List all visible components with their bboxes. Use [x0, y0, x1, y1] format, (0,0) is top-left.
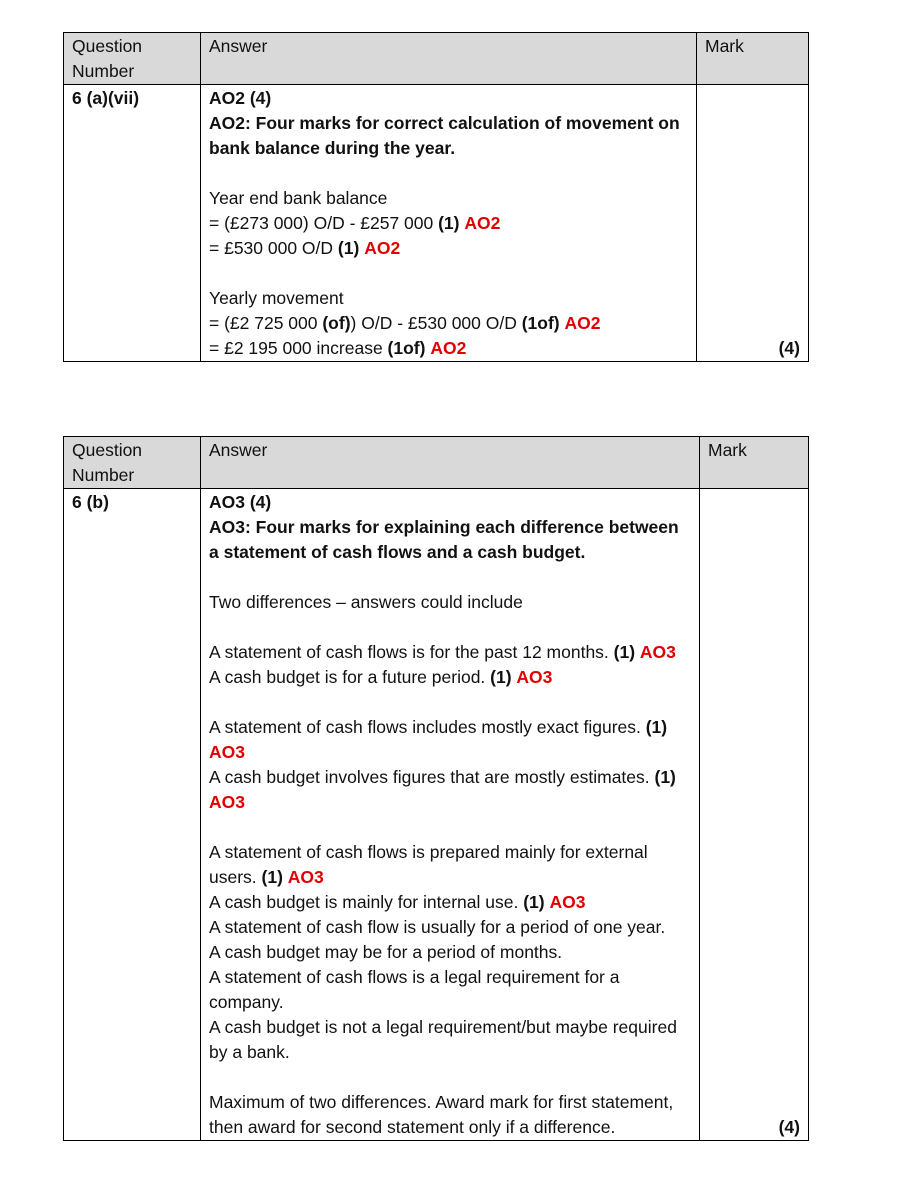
difference-line: A cash budget may be for a period of months.: [209, 942, 563, 962]
calc-line: = £530 000 O/D (1) AO2: [209, 238, 401, 258]
header-mark: Mark: [700, 437, 809, 489]
block-title: Year end bank balance: [209, 188, 388, 208]
ao-heading: AO3 (4): [209, 492, 272, 512]
difference-line: A cash budget is not a legal requirement/but maybe required by a bank.: [209, 1017, 677, 1062]
answer-cell: [201, 85, 697, 362]
marking-table-6b: [63, 436, 809, 1141]
table-row: [64, 489, 809, 1141]
marking-table-6a-vii: [63, 32, 809, 362]
header-mark: Mark: [697, 33, 809, 85]
table-header-row: [64, 437, 809, 489]
calc-line: = (£273 000) O/D - £257 000 (1) AO2: [209, 213, 501, 233]
question-number: 6 (a)(vii): [64, 85, 201, 362]
difference-line: A statement of cash flow is usually for a period of one year.: [209, 917, 666, 937]
difference-line: A cash budget involves figures that are mostly estimates. (1) AO3: [209, 767, 676, 812]
ao-heading: AO2 (4): [209, 88, 272, 108]
difference-line: A statement of cash flows is a legal requirement for a company.: [209, 967, 620, 1012]
marking-note: Maximum of two differences. Award mark for first statement, then award for second statement only if a difference.: [209, 1092, 674, 1137]
difference-line: A statement of cash flows is for the past 12 months. (1) AO3: [209, 642, 676, 662]
table-header-row: [64, 33, 809, 85]
difference-line: A cash budget is for a future period. (1) AO3: [209, 667, 553, 687]
header-answer: Answer: [201, 437, 700, 489]
calc-line: = (£2 725 000 (of)) O/D - £530 000 O/D (1of) AO2: [209, 313, 601, 333]
block-title: Yearly movement: [209, 288, 344, 308]
mark-cell: [700, 489, 809, 1141]
mark-cell: [697, 85, 809, 362]
intro-text: Two differences – answers could include: [209, 592, 523, 612]
header-question-number: Question Number: [64, 33, 201, 85]
difference-line: A statement of cash flows is prepared mainly for external users. (1) AO3: [209, 842, 648, 887]
header-answer: Answer: [201, 33, 697, 85]
question-number: 6 (b): [64, 489, 201, 1141]
ao-description: AO2: Four marks for correct calculation of movement on bank balance during the year.: [209, 113, 680, 158]
ao-description: AO3: Four marks for explaining each difference between a statement of cash flows and a cash budget.: [209, 517, 679, 562]
difference-line: A statement of cash flows includes mostly exact figures. (1) AO3: [209, 717, 668, 762]
mark-value: (4): [778, 338, 800, 358]
answer-cell: [201, 489, 700, 1141]
difference-line: A cash budget is mainly for internal use. (1) AO3: [209, 892, 586, 912]
header-question-number: Question Number: [64, 437, 201, 489]
calc-line: = £2 195 000 increase (1of) AO2: [209, 338, 467, 358]
mark-value: (4): [778, 1117, 800, 1137]
table-row: [64, 85, 809, 362]
